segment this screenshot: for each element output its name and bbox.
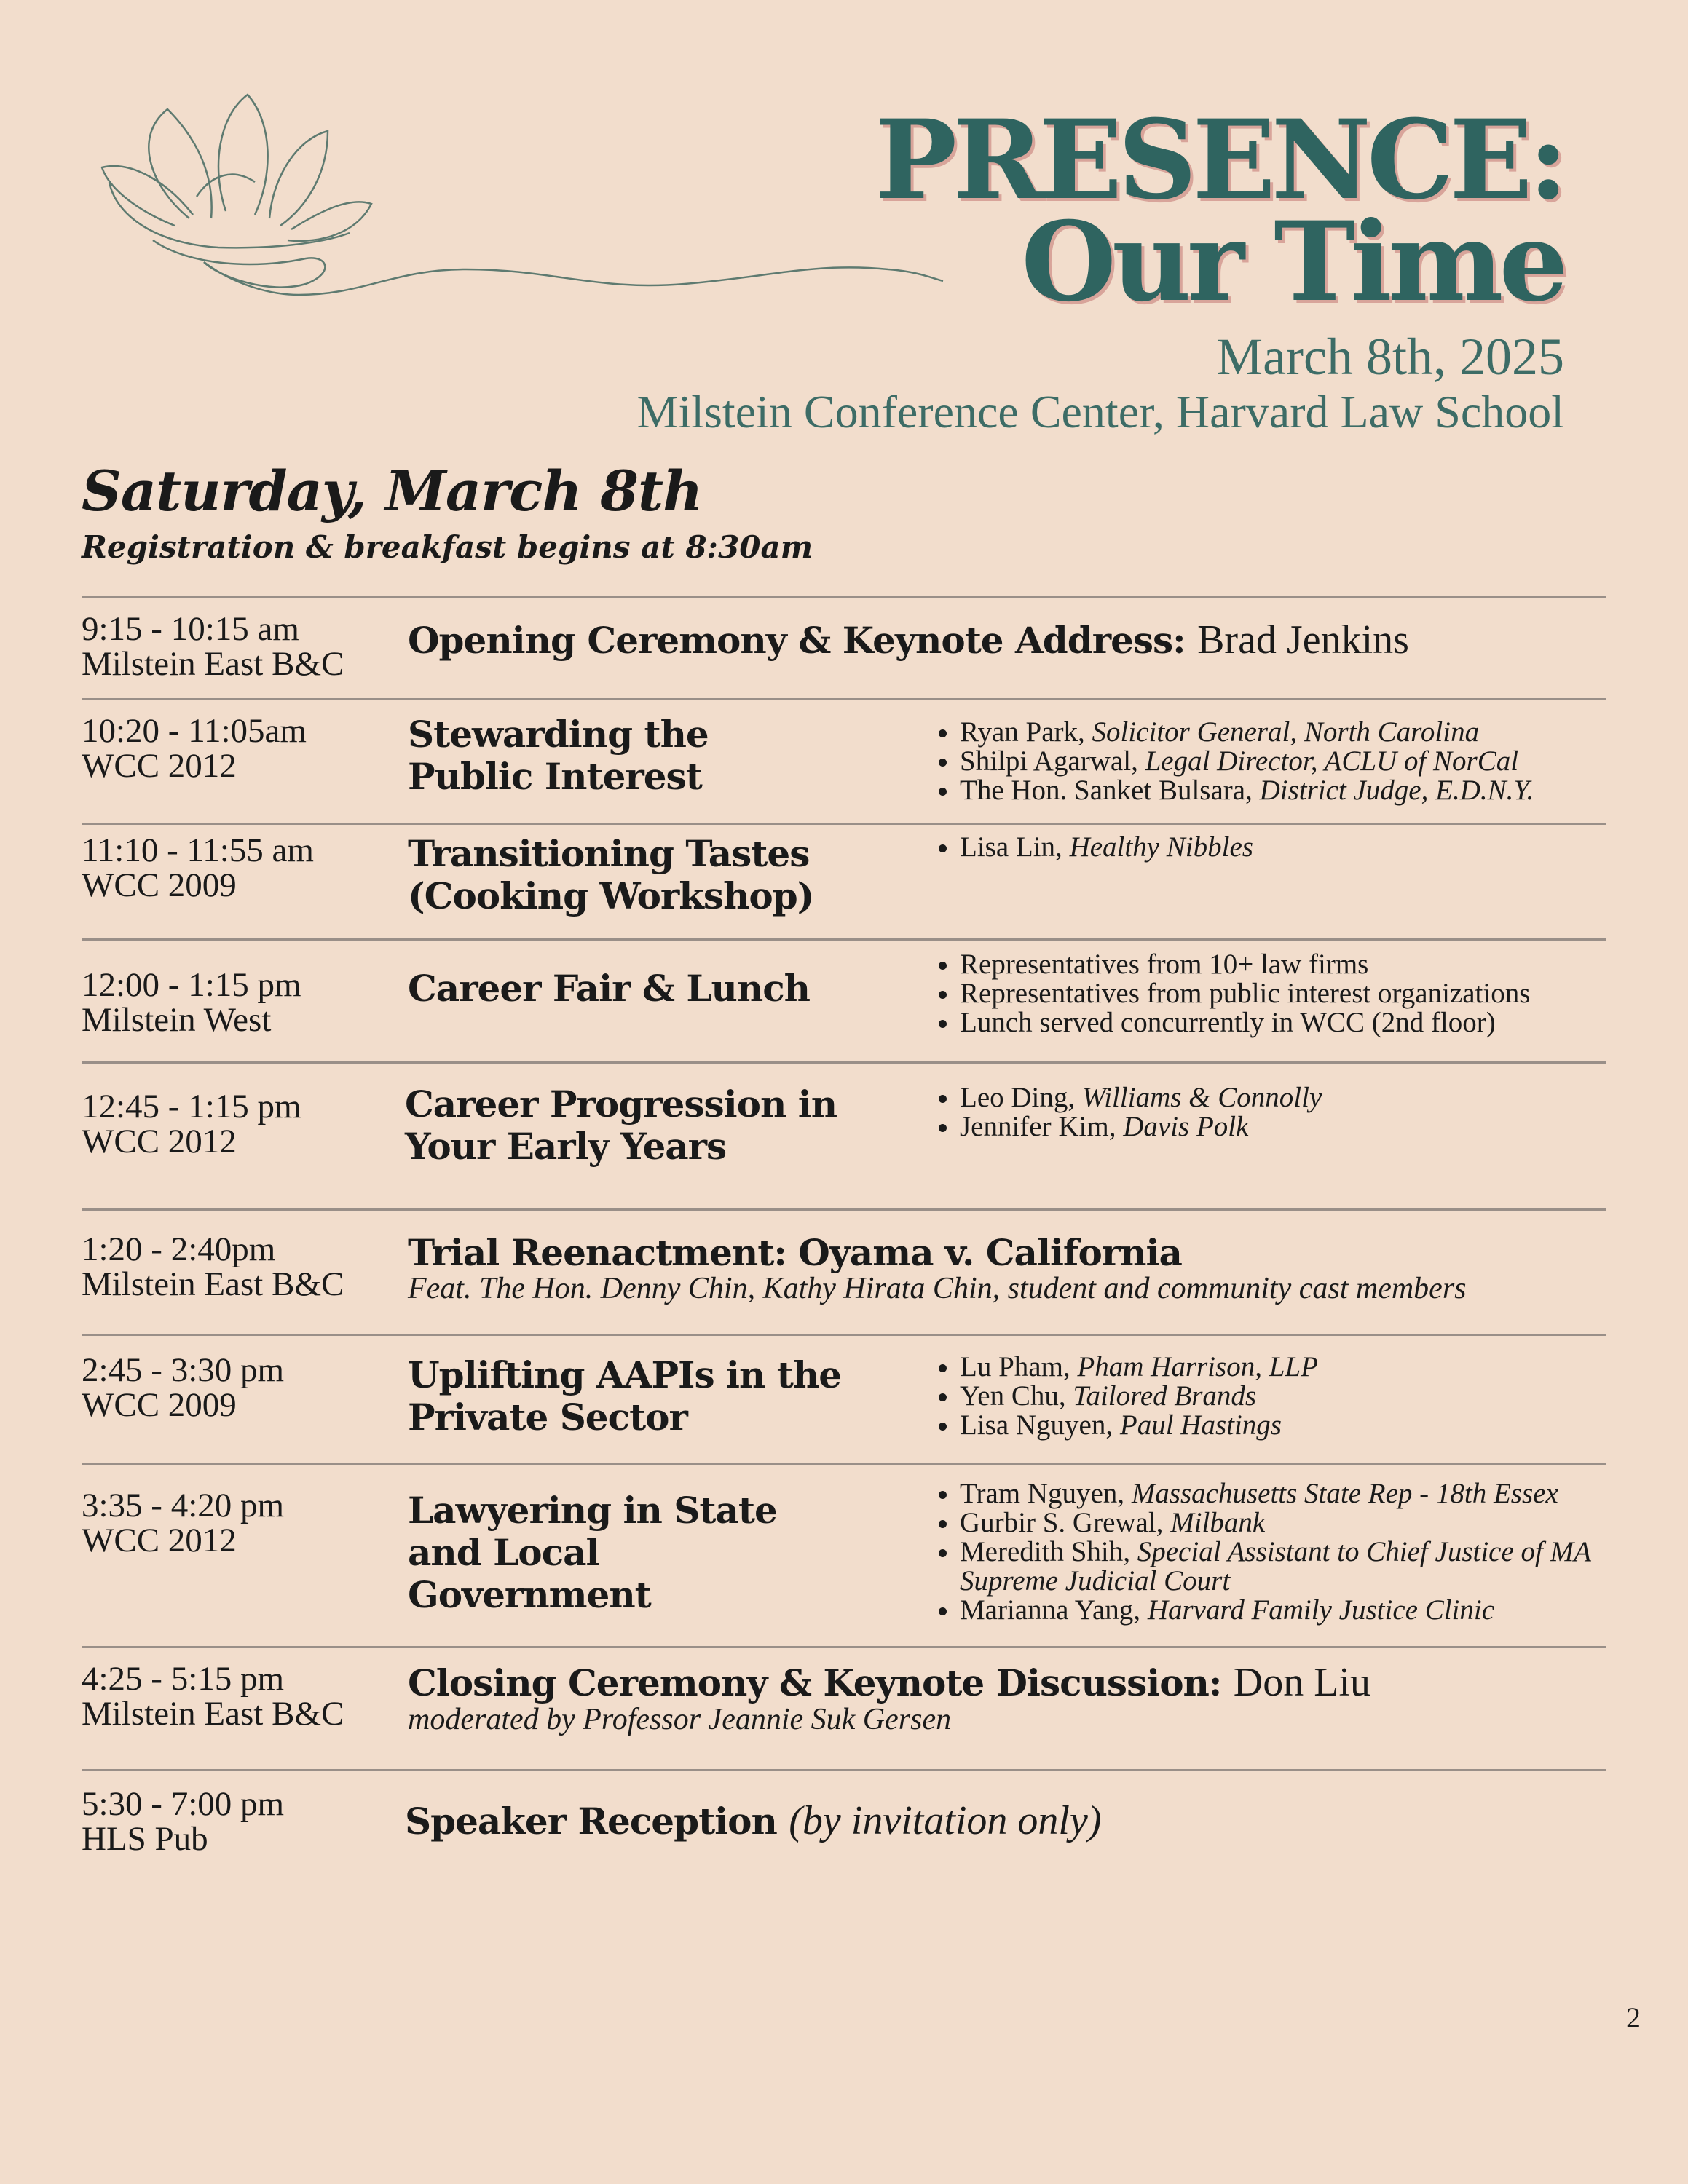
divider bbox=[82, 1646, 1606, 1648]
event-venue: Milstein Conference Center, Harvard Law School bbox=[636, 386, 1564, 438]
session-title: Trial Reenactment: Oyama v. California bbox=[408, 1231, 1182, 1274]
session-subtitle: moderated by Professor Jeannie Suk Gersen bbox=[408, 1703, 952, 1736]
speaker-list bbox=[919, 718, 1534, 805]
session-time: 4:25 - 5:15 pm Milstein East B&C bbox=[82, 1660, 344, 1733]
session-title: Transitioning Tastes (Cooking Workshop) bbox=[408, 832, 814, 917]
session-subtitle: Feat. The Hon. Denny Chin, Kathy Hirata Chin, student and community cast members bbox=[408, 1272, 1467, 1305]
list-item: • Lisa Lin, Healthy Nibbles bbox=[960, 833, 1253, 862]
list-item: • Lunch served concurrently in WCC (2nd floor) bbox=[960, 1008, 1530, 1037]
day-heading bbox=[82, 459, 813, 568]
session-time: 10:20 - 11:05am WCC 2012 bbox=[82, 712, 307, 785]
session-title: Career Fair & Lunch bbox=[408, 967, 811, 1010]
session-title: Opening Ceremony & Keynote Address: Brad Jenkins bbox=[408, 617, 1409, 662]
divider bbox=[82, 596, 1606, 598]
divider bbox=[82, 1061, 1606, 1064]
speaker-list bbox=[919, 1083, 1322, 1142]
session-time: 11:10 - 11:55 am WCC 2009 bbox=[82, 831, 314, 904]
list-item: • Representatives from 10+ law firms bbox=[960, 950, 1530, 979]
day-title: Saturday, March 8th bbox=[82, 459, 703, 523]
list-item: • Leo Ding, Williams & Connolly bbox=[960, 1083, 1322, 1112]
session-title: Career Progression in Your Early Years bbox=[405, 1083, 837, 1168]
session-title: Lawyering in State and Local Government bbox=[408, 1489, 777, 1616]
list-item: • Representatives from public interest organizations bbox=[960, 979, 1530, 1008]
speaker-list bbox=[919, 833, 1253, 862]
session-title: Uplifting AAPIs in the Private Sector bbox=[408, 1353, 842, 1439]
speaker-list bbox=[919, 1353, 1318, 1440]
speaker-list bbox=[919, 1479, 1688, 1625]
divider bbox=[82, 1463, 1606, 1465]
list-item: • Marianna Yang, Harvard Family Justice Clinic bbox=[960, 1596, 1688, 1625]
divider bbox=[82, 823, 1606, 825]
session-time: 5:30 - 7:00 pm HLS Pub bbox=[82, 1785, 285, 1858]
list-item: • Lu Pham, Pham Harrison, LLP bbox=[960, 1353, 1318, 1382]
list-item: • Meredith Shih, Special Assistant to Chief Justice of MA Supreme Judicial Court bbox=[960, 1538, 1688, 1596]
list-item: • The Hon. Sanket Bulsara, District Judge, E.D.N.Y. bbox=[960, 776, 1534, 805]
title-block bbox=[636, 96, 1564, 438]
list-item: • Tram Nguyen, Massachusetts State Rep - 18th Essex bbox=[960, 1479, 1688, 1508]
list-item: • Yen Chu, Tailored Brands bbox=[960, 1382, 1318, 1411]
list-item: • Ryan Park, Solicitor General, North Carolina bbox=[960, 718, 1534, 747]
divider bbox=[82, 938, 1606, 941]
speaker-list bbox=[919, 950, 1530, 1037]
list-item: • Gurbir S. Grewal, Milbank bbox=[960, 1508, 1688, 1538]
event-date: March 8th, 2025 bbox=[1216, 328, 1564, 386]
session-time: 2:45 - 3:30 pm WCC 2009 bbox=[82, 1351, 285, 1424]
divider bbox=[82, 698, 1606, 700]
divider bbox=[82, 1334, 1606, 1336]
list-item: • Jennifer Kim, Davis Polk bbox=[960, 1112, 1322, 1142]
session-time: 1:20 - 2:40pm Milstein East B&C bbox=[82, 1230, 344, 1303]
session-time: 12:45 - 1:15 pm WCC 2012 bbox=[82, 1088, 301, 1160]
event-title-line1: PRESENCE: bbox=[875, 96, 1564, 224]
event-title-line2: Our Time bbox=[1021, 198, 1564, 326]
list-item: • Shilpi Agarwal, Legal Director, ACLU of NorCal bbox=[960, 747, 1534, 776]
divider bbox=[82, 1769, 1606, 1771]
session-time: 9:15 - 10:15 am Milstein East B&C bbox=[82, 610, 344, 683]
session-time: 3:35 - 4:20 pm WCC 2012 bbox=[82, 1487, 285, 1559]
session-time: 12:00 - 1:15 pm Milstein West bbox=[82, 966, 301, 1039]
session-title: Closing Ceremony & Keynote Discussion: Don Liu bbox=[408, 1660, 1371, 1705]
divider bbox=[82, 1208, 1606, 1211]
page-number: 2 bbox=[1626, 2001, 1641, 2034]
list-item: • Lisa Nguyen, Paul Hastings bbox=[960, 1411, 1318, 1440]
session-title: Stewarding the Public Interest bbox=[408, 713, 709, 798]
session-title: Speaker Reception (by invitation only) bbox=[405, 1798, 1102, 1843]
day-subtitle: Registration & breakfast begins at 8:30am bbox=[82, 529, 813, 565]
